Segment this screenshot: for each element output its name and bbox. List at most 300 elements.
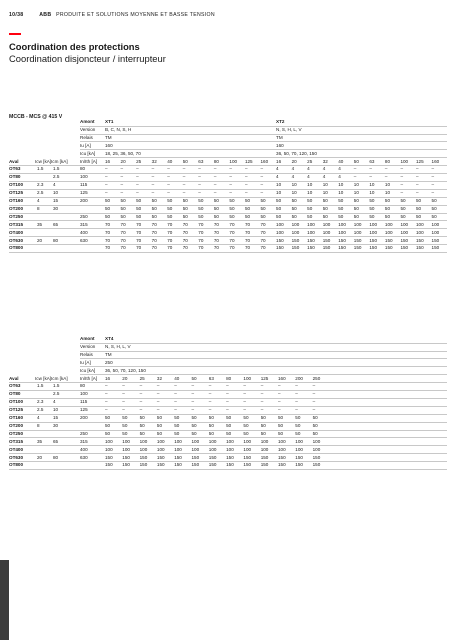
table-cell: 70 — [198, 237, 204, 243]
table-cell: 70 — [105, 237, 111, 243]
table-cell: 50 — [260, 422, 266, 428]
table-cell: 100 — [384, 221, 393, 227]
table-cell: 50 — [260, 415, 266, 420]
table-cell: 50 — [243, 422, 249, 428]
table-cell: – — [105, 182, 108, 188]
header-row-label: Amont — [80, 119, 95, 124]
column-header-aval: Aval — [9, 375, 19, 381]
table-cell: – — [229, 182, 232, 188]
table-cell: 50 — [105, 205, 111, 211]
table-cell: 50 — [198, 205, 204, 211]
row-divider — [80, 134, 447, 135]
table-cell: 100 — [291, 229, 300, 235]
table-cell: – — [260, 182, 264, 188]
table-cell: – — [174, 407, 177, 413]
header-group-1: 36, 50, 70, 120, 150 — [105, 367, 146, 373]
table-cell: 150 — [105, 454, 113, 460]
table-cell: – — [260, 166, 264, 172]
table-cell: 100 — [338, 221, 346, 227]
table-cell: – — [353, 174, 357, 180]
table-cell: 150 — [384, 237, 393, 243]
table-cell: 150 — [295, 462, 303, 468]
table-cell: 150 — [208, 454, 217, 460]
row-divider — [80, 358, 447, 359]
row-in: 115 — [80, 399, 88, 405]
row-device-name: OT315 — [9, 221, 24, 227]
column-header-rating: 80 — [213, 158, 219, 164]
column-header-rating: 100 — [243, 375, 252, 381]
table-cell: – — [105, 391, 108, 397]
table-cell: 70 — [167, 221, 173, 227]
table-cell: – — [400, 182, 403, 188]
table-cell: – — [136, 166, 139, 172]
table-cell: – — [105, 399, 108, 405]
table-cell: 50 — [167, 205, 173, 211]
table-cell: 70 — [260, 221, 266, 227]
table-cell: 50 — [174, 430, 180, 436]
column-header-rating: 250 — [312, 375, 321, 381]
row-divider — [9, 213, 447, 214]
row-icm: 80 — [53, 237, 59, 243]
table-cell: – — [400, 174, 403, 180]
column-header-rating: 63 — [208, 375, 214, 381]
table-cell: 70 — [105, 245, 111, 251]
table-cell: 100 — [156, 446, 165, 452]
section-tab — [0, 560, 9, 640]
column-header-rating: 50 — [182, 158, 188, 164]
row-in: 315 — [80, 438, 88, 444]
table-cell: 50 — [182, 213, 188, 219]
table-cell: – — [384, 166, 388, 172]
table-cell: – — [139, 407, 143, 413]
row-icw: 1.5 — [37, 166, 44, 172]
table-cell: – — [120, 174, 124, 180]
table-cell: 100 — [105, 446, 113, 452]
document-title: PRODUITE ET SOLUTIONS MOYENNE ET BASSE TENSION — [56, 12, 215, 18]
table-cell: 50 — [384, 198, 391, 203]
table-cell: – — [278, 391, 281, 397]
table-cell: 150 — [431, 237, 440, 243]
table-cell: 50 — [174, 415, 180, 420]
table-cell: 50 — [122, 422, 128, 428]
row-divider — [9, 252, 447, 253]
table-cell: 100 — [431, 221, 440, 227]
table-cell: – — [105, 166, 108, 172]
table-cell: 100 — [191, 438, 200, 444]
table-cell: 70 — [167, 245, 173, 251]
table-cell: – — [136, 174, 139, 180]
column-header-icw: Icw [kA] — [35, 375, 52, 381]
table-cell: – — [198, 190, 201, 196]
column-header-rating: 50 — [191, 375, 197, 381]
table-cell: – — [167, 190, 170, 196]
table-cell: – — [191, 383, 195, 389]
column-header-rating: 40 — [167, 158, 173, 164]
table-cell: 100 — [208, 438, 217, 444]
table-cell: 100 — [122, 446, 130, 452]
table-cell: 70 — [244, 229, 251, 235]
table-cell: 70 — [229, 229, 235, 235]
table-cell: 70 — [229, 237, 235, 243]
table-cell: – — [312, 383, 316, 389]
table-cell: 100 — [243, 438, 252, 444]
table-cell: – — [105, 407, 108, 413]
table-cell: – — [278, 383, 281, 389]
table-cell: 150 — [416, 237, 424, 243]
table-cell: 50 — [156, 430, 163, 436]
table-cell: 4 — [322, 166, 326, 172]
table-cell: – — [295, 399, 298, 405]
table-cell: 70 — [182, 221, 188, 227]
row-device-name: OT80 — [9, 174, 21, 180]
table-cell: 100 — [105, 438, 113, 444]
table-cell: – — [191, 407, 195, 413]
table-cell: 70 — [167, 229, 173, 235]
table-cell: 50 — [151, 205, 157, 211]
table-cell: 150 — [338, 245, 346, 251]
table-cell: 50 — [295, 430, 301, 436]
table-cell: 50 — [338, 198, 344, 203]
row-in: 630 — [80, 237, 88, 243]
row-divider — [80, 343, 447, 344]
table-cell: 70 — [136, 221, 142, 227]
row-icw: 35 — [37, 438, 43, 444]
row-divider — [9, 181, 447, 182]
table-cell: – — [260, 174, 264, 180]
header-group-2: 36, 50, 70, 120, 150 — [276, 150, 317, 156]
table-cell: 100 — [276, 221, 284, 227]
table-cell: – — [136, 190, 139, 196]
table-cell: – — [244, 174, 248, 180]
table-cell: – — [167, 166, 170, 172]
table-cell: 50 — [122, 415, 128, 420]
table-cell: 150 — [322, 245, 331, 251]
table-cell: – — [312, 407, 316, 413]
table-cell: – — [260, 391, 264, 397]
row-device-name: OT200 — [9, 422, 24, 428]
table-cell: – — [431, 174, 435, 180]
row-in: 400 — [80, 446, 88, 452]
table-cell: – — [198, 174, 201, 180]
row-icm: 4 — [53, 182, 56, 188]
table-cell: – — [174, 383, 177, 389]
table-cell: 100 — [174, 446, 182, 452]
table-cell: 100 — [139, 446, 148, 452]
table-cell: 50 — [369, 213, 375, 219]
table-cell: 70 — [151, 221, 157, 227]
row-icm: 15 — [53, 415, 59, 420]
row-device-name: OT100 — [9, 182, 24, 188]
table-cell: 150 — [278, 462, 286, 468]
table-cell: 50 — [369, 198, 375, 203]
row-in: 125 — [80, 407, 88, 413]
table-cell: 150 — [122, 454, 130, 460]
table-cell: 70 — [198, 245, 204, 251]
column-header-rating: 50 — [353, 158, 359, 164]
row-in: 200 — [80, 198, 88, 203]
table-cell: – — [208, 383, 212, 389]
table-cell: – — [400, 190, 403, 196]
table-cell: 150 — [208, 462, 217, 468]
table-cell: 50 — [353, 205, 359, 211]
row-icm: 1.5 — [53, 166, 60, 172]
column-header-rating: 160 — [260, 158, 269, 164]
table-cell: 4 — [291, 166, 295, 172]
table-cell: 50 — [213, 213, 219, 219]
header-group-1: N, S, H, L, V — [105, 343, 131, 349]
table-cell: 150 — [139, 462, 148, 468]
table-cell: 10 — [338, 190, 344, 196]
table-cell: – — [295, 383, 298, 389]
table-cell: 50 — [260, 198, 266, 203]
table-cell: 50 — [276, 198, 282, 203]
table-cell: 150 — [291, 237, 300, 243]
row-icm: 4 — [53, 399, 56, 405]
table-cell: 50 — [105, 430, 111, 436]
table-cell: 150 — [191, 454, 200, 460]
table-cell: 10 — [369, 190, 375, 196]
row-icw: 2.5 — [37, 407, 44, 413]
row-icw: 20 — [37, 454, 43, 460]
column-header-rating: 20 — [120, 158, 126, 164]
table-title: MCCB - MCS @ 415 V — [9, 114, 63, 120]
table-cell: 70 — [120, 221, 126, 227]
table-cell: 50 — [151, 198, 157, 203]
table-cell: 150 — [191, 462, 200, 468]
table-cell: – — [139, 399, 143, 405]
table-cell: 10 — [276, 190, 282, 196]
table-cell: 10 — [322, 190, 328, 196]
column-header-rating: 63 — [198, 158, 204, 164]
header-row-label: Version — [80, 343, 96, 349]
row-device-name: OT160 — [9, 198, 24, 203]
row-in: 100 — [80, 174, 88, 180]
row-icm: 80 — [53, 454, 59, 460]
table-cell: 100 — [278, 446, 286, 452]
table-cell: 10 — [307, 182, 313, 188]
section-tab-label — [0, 615, 1, 620]
table-cell: 50 — [322, 213, 328, 219]
table-cell: 50 — [312, 430, 318, 436]
table-cell: 70 — [136, 237, 142, 243]
table-cell: 70 — [244, 221, 251, 227]
table-cell: – — [384, 174, 388, 180]
row-icw: 35 — [37, 221, 43, 227]
row-icm: 15 — [53, 198, 59, 203]
table-cell: – — [369, 174, 372, 180]
table-cell: – — [122, 399, 125, 405]
table-cell: 50 — [243, 430, 249, 436]
table-cell: 70 — [120, 229, 126, 235]
table-cell: 50 — [156, 415, 163, 420]
table-cell: 70 — [213, 221, 219, 227]
table-cell: 100 — [369, 229, 378, 235]
column-header-rating: 100 — [400, 158, 409, 164]
table-cell: 50 — [400, 213, 406, 219]
table-cell: 150 — [278, 454, 286, 460]
table-cell: 50 — [276, 205, 282, 211]
table-cell: – — [278, 399, 281, 405]
table-cell: 50 — [136, 198, 142, 203]
table-cell: 50 — [139, 415, 145, 420]
table-cell: 50 — [244, 213, 251, 219]
table-cell: 70 — [167, 237, 173, 243]
row-device-name: OT630 — [9, 454, 24, 460]
table-cell: 50 — [226, 430, 232, 436]
table-cell: – — [174, 391, 177, 397]
table-cell: 100 — [276, 229, 284, 235]
table-cell: 100 — [243, 446, 252, 452]
header-group-2: 160 — [276, 142, 284, 148]
table-cell: 50 — [139, 430, 145, 436]
column-header-rating: 25 — [307, 158, 313, 164]
table-cell: 4 — [276, 166, 279, 172]
table-cell: 50 — [322, 198, 328, 203]
table-cell: – — [229, 166, 232, 172]
table-cell: 50 — [369, 205, 375, 211]
table-cell: 4 — [291, 174, 295, 180]
row-in: 80 — [80, 383, 86, 389]
table-cell: – — [416, 174, 419, 180]
table-cell: 50 — [198, 213, 204, 219]
table-cell: 50 — [353, 198, 359, 203]
table-cell: 50 — [431, 213, 437, 219]
column-header-rating: 63 — [369, 158, 375, 164]
row-icw: 2.3 — [37, 182, 44, 188]
table-cell: 100 — [312, 438, 321, 444]
table-cell: 50 — [307, 205, 313, 211]
table-cell: 4 — [276, 174, 279, 180]
header-row-label: Iu [A] — [80, 142, 91, 148]
table-cell: 10 — [369, 182, 375, 188]
row-divider — [9, 189, 447, 190]
table-cell: 70 — [105, 221, 111, 227]
table-cell: 150 — [400, 245, 409, 251]
table-cell: 100 — [307, 229, 315, 235]
table-cell: – — [105, 174, 108, 180]
table-cell: – — [244, 182, 248, 188]
table-cell: 150 — [312, 454, 321, 460]
table-cell: 70 — [229, 245, 235, 251]
row-icw: 2.5 — [37, 190, 44, 196]
table-cell: 50 — [182, 198, 188, 203]
table-cell: 50 — [229, 198, 235, 203]
row-in: 400 — [80, 229, 88, 235]
column-header-rating: 160 — [431, 158, 440, 164]
column-header-rating: 80 — [384, 158, 391, 164]
table-cell: – — [151, 166, 155, 172]
column-header-icm: Icm [kA] — [51, 375, 68, 381]
table-cell: 150 — [338, 237, 346, 243]
column-header-in: In/Ith [A] — [80, 375, 98, 381]
table-cell: 150 — [295, 454, 303, 460]
table-cell: 50 — [105, 198, 111, 203]
table-cell: – — [416, 190, 419, 196]
table-cell: – — [278, 407, 281, 413]
table-cell: 50 — [291, 198, 297, 203]
header-group-2: N, S, H, L, V — [276, 126, 302, 132]
table-cell: 100 — [353, 221, 362, 227]
table-cell: 50 — [167, 198, 173, 203]
table-cell: 50 — [120, 213, 126, 219]
column-header-rating: 125 — [244, 158, 253, 164]
column-header-rating: 25 — [139, 375, 145, 381]
table-cell: 50 — [120, 205, 126, 211]
row-device-name: OT400 — [9, 446, 24, 452]
table-cell: – — [243, 383, 246, 389]
table-cell: – — [120, 166, 124, 172]
table-cell: – — [105, 190, 108, 196]
table-cell: 100 — [278, 438, 286, 444]
row-device-name: OT63 — [9, 166, 21, 172]
table-cell: – — [136, 182, 139, 188]
table-cell: – — [182, 182, 186, 188]
row-icm: 2.5 — [53, 174, 60, 180]
table-cell: 50 — [229, 205, 235, 211]
table-cell: – — [260, 383, 264, 389]
row-device-name: OT250 — [9, 213, 24, 219]
row-in: 125 — [80, 190, 88, 196]
page-number: 10/38 — [9, 12, 24, 18]
table-cell: 50 — [226, 422, 232, 428]
row-icm: 30 — [53, 422, 59, 428]
row-in: 100 — [80, 391, 88, 397]
header-row-label: Relais — [80, 351, 93, 357]
table-cell: – — [369, 166, 372, 172]
table-cell: 100 — [260, 446, 269, 452]
row-in: 630 — [80, 454, 88, 460]
table-cell: 100 — [416, 229, 424, 235]
row-divider — [9, 165, 447, 166]
table-cell: 150 — [174, 454, 182, 460]
table-cell: 50 — [431, 198, 437, 203]
table-cell: – — [208, 391, 212, 397]
row-icw: 2.3 — [37, 399, 44, 405]
row-in: 115 — [80, 182, 88, 188]
row-icm: 30 — [53, 205, 59, 211]
header-row-label: Version — [80, 126, 96, 132]
table-cell: – — [243, 391, 246, 397]
table-cell: 100 — [307, 221, 315, 227]
table-cell: 50 — [307, 198, 313, 203]
table-cell: 50 — [278, 422, 284, 428]
table-cell: – — [122, 391, 125, 397]
row-divider — [9, 173, 447, 174]
table-cell: 50 — [213, 205, 219, 211]
row-device-name: OT125 — [9, 190, 24, 196]
table-cell: 4 — [322, 174, 326, 180]
table-cell: 70 — [213, 237, 219, 243]
table-cell: 150 — [431, 245, 440, 251]
table-cell: – — [122, 407, 125, 413]
table-cell: – — [244, 166, 248, 172]
table-cell: 100 — [226, 446, 234, 452]
table-cell: 150 — [243, 462, 252, 468]
table-cell: – — [431, 190, 435, 196]
table-cell: – — [191, 391, 195, 397]
table-cell: 50 — [120, 198, 126, 203]
table-cell: 70 — [213, 229, 219, 235]
column-header-rating: 160 — [278, 375, 286, 381]
table-cell: 4 — [338, 166, 341, 172]
row-device-name: OT630 — [9, 237, 24, 243]
table-cell: 50 — [384, 205, 391, 211]
table-cell: 50 — [416, 198, 422, 203]
row-icm: 10 — [53, 407, 59, 413]
table-cell: 100 — [139, 438, 148, 444]
table-cell: 100 — [353, 229, 362, 235]
table-cell: 150 — [260, 454, 269, 460]
